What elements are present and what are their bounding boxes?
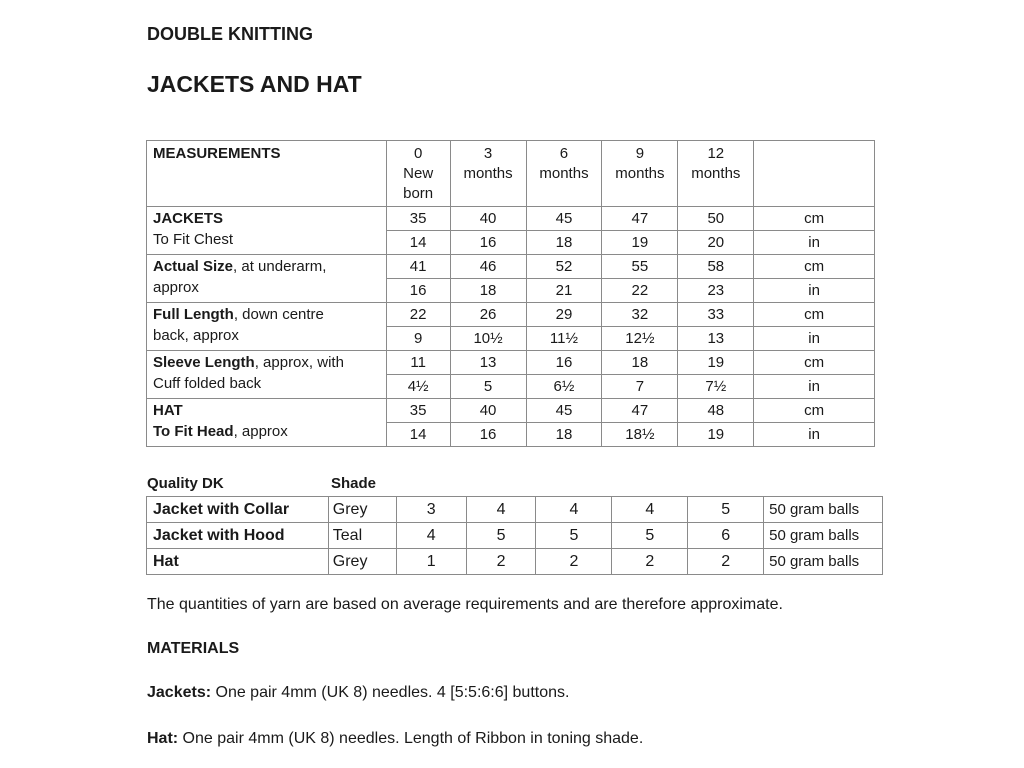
yarn-row xyxy=(147,523,883,549)
yarn-shade: Teal xyxy=(328,523,396,549)
measurement-label: JACKETS To Fit Chest xyxy=(147,207,387,255)
yarn-shade: Grey xyxy=(328,497,396,523)
jackets-text: One pair 4mm (UK 8) needles. 4 [5:5:6:6] buttons. xyxy=(211,684,570,701)
yarn-quantity: 2 xyxy=(612,549,688,575)
measurement-value: 35 xyxy=(386,399,450,423)
measurement-value: 33 xyxy=(678,303,754,327)
yarn-unit: 50 gram balls xyxy=(764,549,883,575)
measurement-label: Actual Size, at underarm, approx xyxy=(147,255,387,303)
measurement-value: 46 xyxy=(450,255,526,279)
jackets-label: Jackets: xyxy=(147,684,212,701)
yarn-row xyxy=(147,497,883,523)
page-title: JACKETS AND HAT xyxy=(147,71,362,97)
quality-label: Quality DK xyxy=(147,475,224,492)
measurement-unit: in xyxy=(754,231,875,255)
measurement-value: 40 xyxy=(450,399,526,423)
measurement-value: 55 xyxy=(602,255,678,279)
measurement-row xyxy=(147,207,875,231)
measurement-unit: in xyxy=(754,375,875,399)
size-header: 9 months xyxy=(602,141,678,207)
materials-heading: MATERIALS xyxy=(147,640,240,657)
measurement-value: 35 xyxy=(386,207,450,231)
measurement-unit: cm xyxy=(754,351,875,375)
measurement-value: 9 xyxy=(386,327,450,351)
yarn-quantity: 5 xyxy=(466,523,536,549)
yarn-unit: 50 gram balls xyxy=(764,497,883,523)
yarn-quantity: 6 xyxy=(688,523,764,549)
document-kicker: DOUBLE KNITTING xyxy=(147,24,313,44)
measurement-value: 41 xyxy=(386,255,450,279)
measurement-value: 11½ xyxy=(526,327,602,351)
measurement-label: Sleeve Length, approx, with Cuff folded back xyxy=(147,351,387,399)
measurement-value: 18 xyxy=(526,423,602,447)
measurement-value: 19 xyxy=(602,231,678,255)
yarn-quantity: 5 xyxy=(536,523,612,549)
measurement-value: 4½ xyxy=(386,375,450,399)
yarn-note: The quantities of yarn are based on average requirements and are therefore approximate. xyxy=(147,596,783,613)
yarn-unit: 50 gram balls xyxy=(764,523,883,549)
measurement-value: 22 xyxy=(602,279,678,303)
measurement-label: Full Length, down centre back, approx xyxy=(147,303,387,351)
materials-hat xyxy=(147,730,643,748)
yarn-quantity: 1 xyxy=(396,549,466,575)
yarn-quantity: 4 xyxy=(396,523,466,549)
measurement-row xyxy=(147,351,875,375)
measurements-header: MEASUREMENTS xyxy=(147,141,387,207)
measurement-unit: in xyxy=(754,279,875,303)
size-header: 3 months xyxy=(450,141,526,207)
measurement-value: 48 xyxy=(678,399,754,423)
yarn-quantity: 4 xyxy=(536,497,612,523)
measurement-unit: in xyxy=(754,327,875,351)
yarn-quantity: 4 xyxy=(466,497,536,523)
yarn-quantity: 5 xyxy=(612,523,688,549)
materials-jackets xyxy=(147,684,569,702)
measurement-value: 18½ xyxy=(602,423,678,447)
measurement-value: 50 xyxy=(678,207,754,231)
measurements-table xyxy=(146,140,875,447)
measurement-value: 26 xyxy=(450,303,526,327)
measurement-label: HAT To Fit Head, approx xyxy=(147,399,387,447)
measurement-value: 19 xyxy=(678,351,754,375)
measurement-row xyxy=(147,399,875,423)
yarn-quantity: 2 xyxy=(688,549,764,575)
unit-header xyxy=(754,141,875,207)
measurement-value: 12½ xyxy=(602,327,678,351)
measurement-value: 45 xyxy=(526,399,602,423)
measurement-value: 16 xyxy=(386,279,450,303)
measurement-value: 7 xyxy=(602,375,678,399)
yarn-quantity: 5 xyxy=(688,497,764,523)
measurement-row xyxy=(147,255,875,279)
hat-text: One pair 4mm (UK 8) needles. Length of Ribbon in toning shade. xyxy=(178,730,644,747)
measurement-value: 47 xyxy=(602,207,678,231)
yarn-quantity: 2 xyxy=(536,549,612,575)
shade-label: Shade xyxy=(331,475,377,492)
measurement-value: 16 xyxy=(526,351,602,375)
yarn-quantity: 4 xyxy=(612,497,688,523)
measurement-value: 20 xyxy=(678,231,754,255)
measurement-value: 18 xyxy=(526,231,602,255)
size-header: 6 months xyxy=(526,141,602,207)
yarn-item-name: Jacket with Hood xyxy=(147,523,329,549)
measurement-value: 21 xyxy=(526,279,602,303)
measurements-header-row xyxy=(147,141,875,207)
measurement-row xyxy=(147,303,875,327)
measurement-value: 6½ xyxy=(526,375,602,399)
yarn-row xyxy=(147,549,883,575)
yarn-item-name: Jacket with Collar xyxy=(147,497,329,523)
measurement-value: 47 xyxy=(602,399,678,423)
measurement-value: 18 xyxy=(602,351,678,375)
measurement-value: 14 xyxy=(386,231,450,255)
measurement-value: 45 xyxy=(526,207,602,231)
measurement-unit: cm xyxy=(754,255,875,279)
measurement-value: 52 xyxy=(526,255,602,279)
yarn-table xyxy=(146,496,883,575)
measurement-value: 5 xyxy=(450,375,526,399)
measurement-value: 32 xyxy=(602,303,678,327)
measurement-value: 23 xyxy=(678,279,754,303)
measurement-value: 18 xyxy=(450,279,526,303)
yarn-shade: Grey xyxy=(328,549,396,575)
measurement-value: 14 xyxy=(386,423,450,447)
yarn-quantity: 3 xyxy=(396,497,466,523)
measurement-unit: cm xyxy=(754,303,875,327)
measurement-unit: cm xyxy=(754,207,875,231)
size-header: 12 months xyxy=(678,141,754,207)
size-header: 0 New born xyxy=(386,141,450,207)
measurement-value: 40 xyxy=(450,207,526,231)
yarn-item-name: Hat xyxy=(147,549,329,575)
hat-label: Hat: xyxy=(147,730,179,747)
measurement-value: 19 xyxy=(678,423,754,447)
measurement-value: 11 xyxy=(386,351,450,375)
measurement-value: 7½ xyxy=(678,375,754,399)
yarn-quantity: 2 xyxy=(466,549,536,575)
measurement-value: 29 xyxy=(526,303,602,327)
measurement-value: 16 xyxy=(450,231,526,255)
measurement-unit: cm xyxy=(754,399,875,423)
measurement-value: 10½ xyxy=(450,327,526,351)
measurement-value: 13 xyxy=(450,351,526,375)
measurement-value: 13 xyxy=(678,327,754,351)
measurement-value: 22 xyxy=(386,303,450,327)
measurement-value: 16 xyxy=(450,423,526,447)
measurement-unit: in xyxy=(754,423,875,447)
measurement-value: 58 xyxy=(678,255,754,279)
